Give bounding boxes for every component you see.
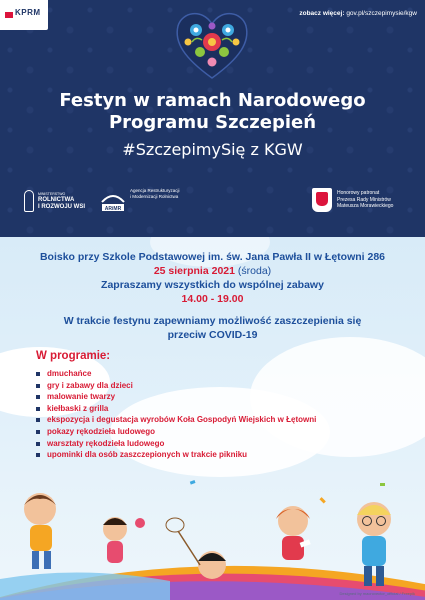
program-item: gry i zabawy dla dzieci <box>36 380 316 392</box>
kprm-label: KPRM <box>15 8 41 17</box>
folk-heart-icon <box>172 4 252 82</box>
header-panel <box>0 0 425 237</box>
see-more-link[interactable] <box>299 10 417 17</box>
venue-text: Boisko przy Szkole Podstawowej im. św. Jana Pawła II w Łętowni 286 <box>39 251 386 263</box>
patron-logo <box>312 188 393 212</box>
ministry-line-3: I ROZWOJU WSI <box>38 203 85 210</box>
eagle-emblem-icon <box>312 188 332 212</box>
illustration-credit: Designed by macrovector_official / Freepik <box>339 591 415 596</box>
patron-line-3: Mateusza Morawieckiego <box>337 203 394 210</box>
kprm-logo <box>0 0 48 30</box>
program-item: dmuchańce <box>36 368 316 380</box>
see-more-label: zobacz więcej: <box>299 10 345 17</box>
arimr-mark-icon <box>100 188 126 212</box>
hashtag: #SzczepimySię z KGW <box>122 140 303 159</box>
arimr-mark-text: ARiMR <box>104 206 122 212</box>
patron-line-2: Prezesa Rady Ministrów <box>337 196 391 203</box>
ministry-line-1: MINISTERSTWO <box>38 191 66 196</box>
event-date <box>0 265 425 277</box>
program-item: ekspozycja i degustacja wyrobów Koła Gospodyń Wiejskich w Łętowni <box>36 414 316 426</box>
arimr-line-1: Agencja Restrukturyzacji <box>130 188 180 193</box>
weekday-text: (środa) <box>237 265 272 277</box>
vaccine-text-line-2: przeciw COVID-19 <box>167 329 258 341</box>
title-line-1: Festyn w ramach Narodowego <box>59 90 366 111</box>
program-item: pokazy rękodzieła ludowego <box>36 426 316 438</box>
invite-text: Zapraszamy wszystkich do wspólnej zabawy <box>101 279 324 291</box>
program-item: warsztaty rękodzieła ludowego <box>36 438 316 450</box>
date-text: 25 sierpnia 2021 <box>153 265 235 277</box>
see-more-url: gov.pl/szczepimysie/kgw <box>346 10 417 17</box>
title-line-2: Programu Szczepień <box>108 112 317 133</box>
program-item: kiełbaski z grilla <box>36 403 316 415</box>
program-list <box>36 368 316 461</box>
ministry-line-2: ROLNICTWA <box>38 196 75 203</box>
ministry-emblem-icon <box>24 190 34 212</box>
program-heading: W programie: <box>36 350 111 362</box>
program-item: malowanie twarzy <box>36 391 316 403</box>
sponsor-logos <box>0 184 425 230</box>
event-title <box>0 90 425 134</box>
ministry-logo <box>24 190 85 212</box>
flag-icon <box>5 6 13 18</box>
patron-line-1: Honorowy patronat <box>337 190 380 197</box>
program-item: upominki dla osób zaszczepionych w trakcie pikniku <box>36 449 316 461</box>
arimr-logo <box>100 188 180 212</box>
arimr-line-2: i Modernizacji Rolnictwa <box>130 194 179 199</box>
hours-text: 14.00 - 19.00 <box>181 293 244 305</box>
details-panel <box>0 237 425 600</box>
children-illustration <box>0 469 425 600</box>
vaccine-text-line-1: W trakcie festynu zapewniamy możliwość zaszczepienia się <box>63 315 362 327</box>
